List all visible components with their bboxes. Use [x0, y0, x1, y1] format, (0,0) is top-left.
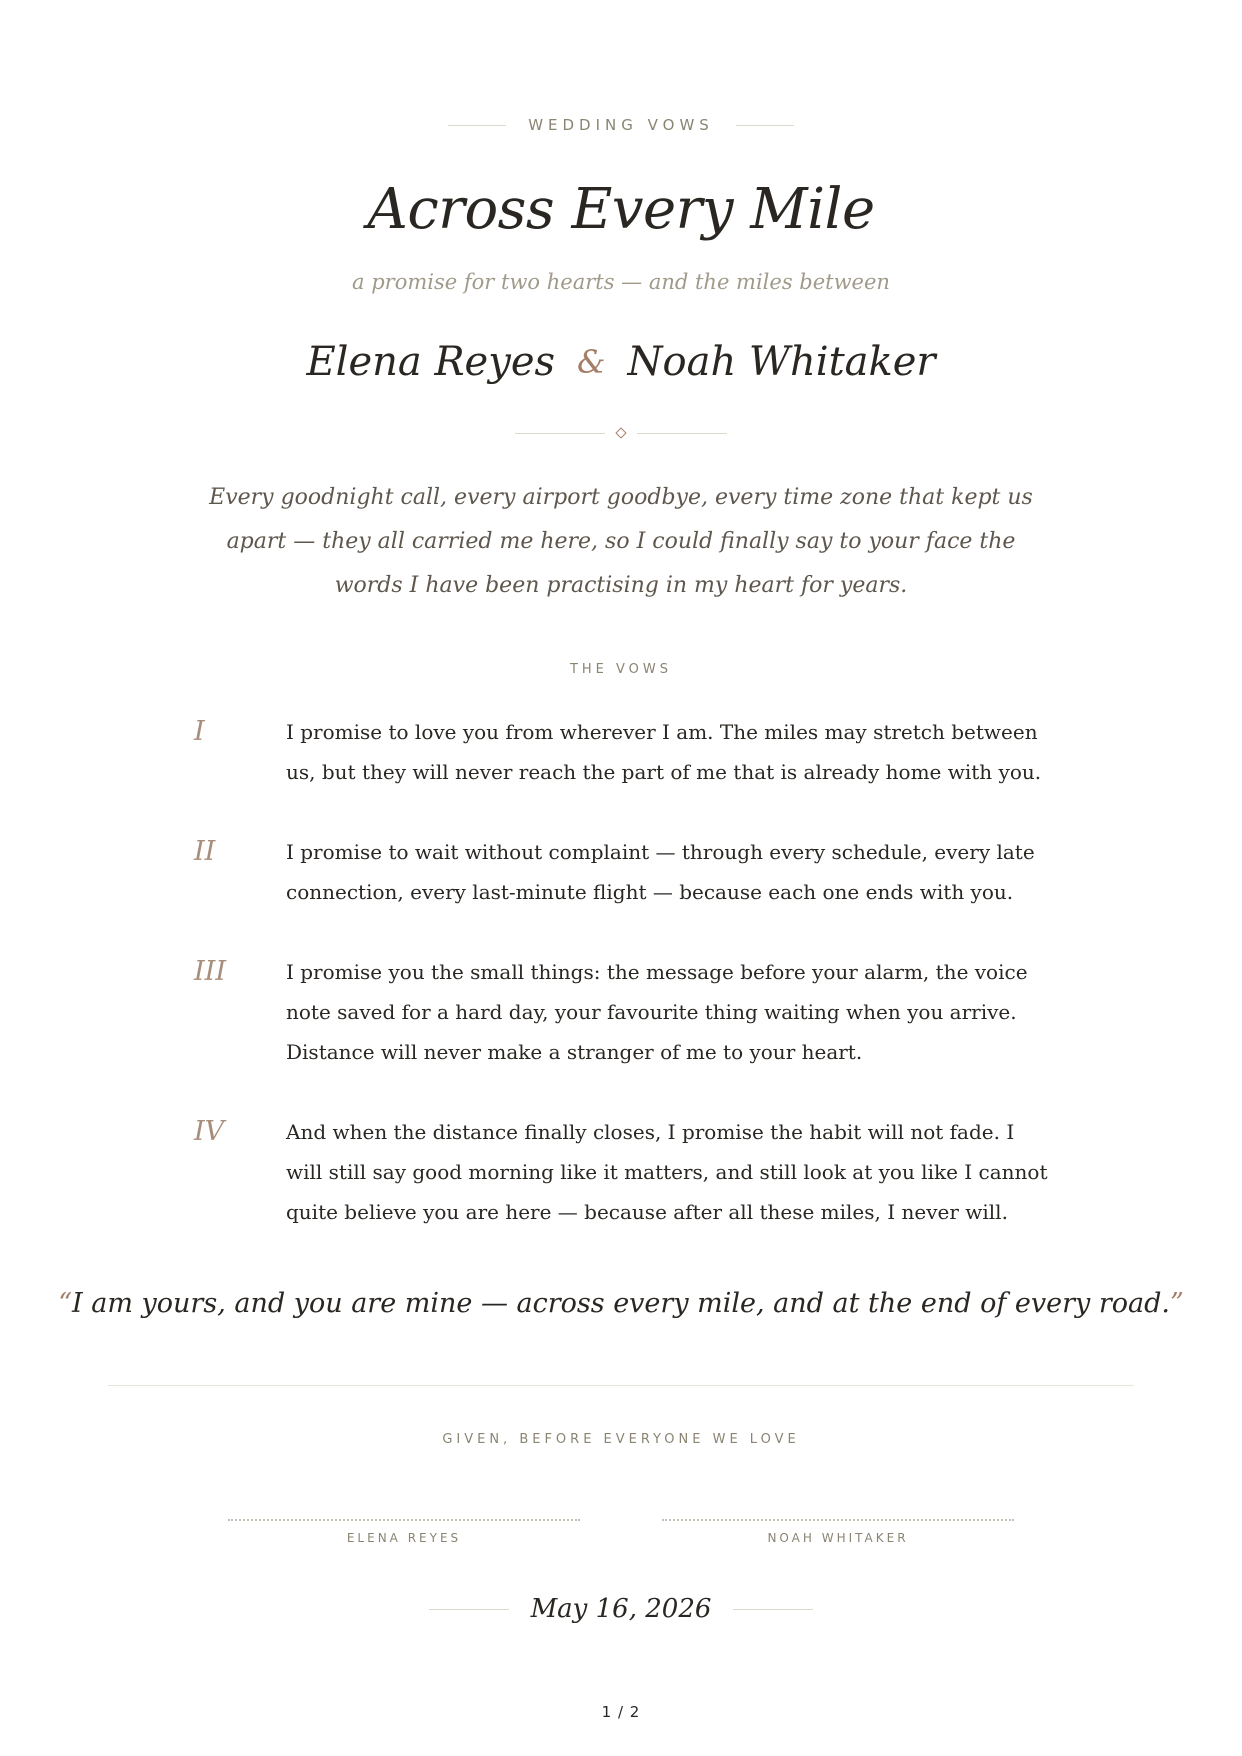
partner-one-name: Elena Reyes	[306, 339, 556, 385]
date-rule-right	[733, 1609, 813, 1610]
vow-text: And when the distance finally closes, I promise the habit will not fade. I will still say good morning like it matters, and still look at you like I cannot quite believe you are here — because after all these miles, I never will.	[286, 1120, 1048, 1224]
diamond-icon	[615, 427, 626, 438]
eyebrow-row	[0, 112, 1242, 138]
closing-quote	[0, 1282, 1242, 1326]
couple-names	[0, 330, 1242, 394]
page-number: 1 / 2	[601, 1703, 641, 1721]
intro-paragraph: Every goodnight call, every airport goodbye, every time zone that kept us apart — they all carried me here, so I could finally say to your face the words I have been practising in my heart for years.	[209, 485, 1033, 598]
date-rule-left	[429, 1609, 509, 1610]
vow-numeral: III	[194, 956, 226, 987]
ceremony-date: May 16, 2026	[530, 1594, 712, 1624]
vow-text: I promise to love you from wherever I am. The miles may stretch between us, but they will never reach the part of me that is already home with you.	[286, 720, 1042, 784]
ornament-rule-right	[637, 433, 727, 434]
ornament-divider	[0, 426, 1242, 440]
date-row	[0, 1587, 1242, 1631]
section-divider	[108, 1385, 1134, 1386]
vow-text: I promise you the small things: the message before your alarm, the voice note saved for a hard day, your favourite thing waiting when you arrive. Distance will never make a stranger of me to your heart.	[286, 960, 1028, 1064]
eyebrow-rule-left	[448, 125, 506, 126]
close-quote-mark: ”	[1170, 1288, 1184, 1319]
signature-name-right: NOAH WHITAKER	[767, 1531, 909, 1545]
signature-name-left: ELENA REYES	[346, 1531, 462, 1545]
page-subtitle: a promise for two hearts — and the miles between	[352, 270, 890, 294]
page-title: Across Every Mile	[367, 177, 875, 242]
closing-quote-text: I am yours, and you are mine — across every mile, and at the end of every road.	[72, 1288, 1170, 1319]
eyebrow-label: WEDDING VOWS	[528, 116, 714, 134]
ornament-rule-left	[515, 433, 605, 434]
eyebrow-rule-right	[736, 125, 794, 126]
given-label: GIVEN, BEFORE EVERYONE WE LOVE	[442, 1432, 800, 1447]
open-quote-mark: “	[58, 1288, 72, 1319]
vow-numeral: I	[194, 716, 205, 747]
signature-line-left	[228, 1519, 580, 1521]
partner-two-name: Noah Whitaker	[627, 339, 936, 385]
vow-numeral: II	[194, 836, 216, 867]
vow-text: I promise to wait without complaint — through every schedule, every late connection, every last-minute flight — because each one ends with you.	[286, 840, 1035, 904]
section-label: THE VOWS	[569, 662, 673, 677]
vow-numeral: IV	[194, 1116, 225, 1147]
ampersand: &	[577, 343, 606, 381]
signature-line-right	[662, 1519, 1014, 1521]
